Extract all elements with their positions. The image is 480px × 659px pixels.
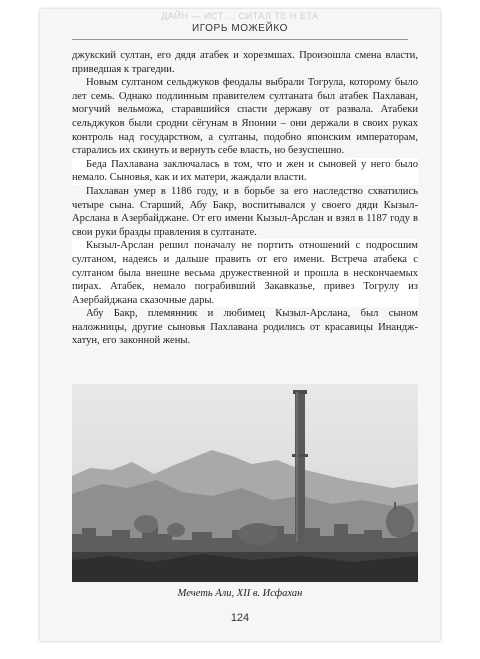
running-header: ИГОРЬ МОЖЕЙКО <box>191 23 289 34</box>
paragraph: Кызыл-Арслан решил поначалу не портить отношений с подросшим султаном, надеясь и дальше править от его имени. Встреча атабека с султаном была внешне весьма дружественной и прошла в нескончаемых пирах. Атабек, немало пограбивший Закавказье, привез Тогрулу из Азербайджана сказочные дары. <box>72 240 418 306</box>
body-text <box>72 49 418 348</box>
page-number: 124 <box>230 612 250 624</box>
isfahan-skyline-illustration <box>72 384 418 582</box>
bleed-through-text: ДАЙН — ИСТ ... СИТАЛ ТЕ Н ЕТА <box>161 11 319 21</box>
paragraph: Пахлаван умер в 1186 году, и в борьбе за его наследство схватились четыре сына. Старший, Абу Бакр, воспитывался у своего дяди Кызыл-Арслана в Азербайджане. От его имени Кызыл-Арслан и взял в 1187 году в свои руки бразды правления в султанате. <box>72 185 418 238</box>
paragraph: Беда Пахлавана заключалась в том, что и жен и сыновей у него было немало. Сыновья, как и их матери, жаждали власти. <box>72 158 418 184</box>
header-rule <box>72 39 408 40</box>
photo-caption: Мечеть Али, XII в. Исфахан <box>177 588 303 599</box>
paragraph: джукский султан, его дядя атабек и хорезмшах. Произошла смена власти, приведшая к трагедии. <box>72 50 418 75</box>
paragraph: Новым султаном сельджуков феодалы выбрали Тогрула, которому было лет семь. Однако подлинным правителем султаната был атабек Пахлаван, могучий вельможа, старавшийся спасти державу от развала. Атабеки сельджуков были сродни сёгунам в Японии – они держали в своих руках контроль над государством, а султаны, подобно японским императорам, старались их скинуть и вернуть себе власть, но безуспешно. <box>72 77 418 157</box>
book-page <box>40 9 440 641</box>
paragraph: Абу Бакр, племянник и любимец Кызыл-Арслана, был сыном наложницы, другие сыновья Пахлавана родились от красавицы Инандж-хатун, его законной жены. <box>72 308 418 347</box>
mosque-photo <box>72 384 418 582</box>
